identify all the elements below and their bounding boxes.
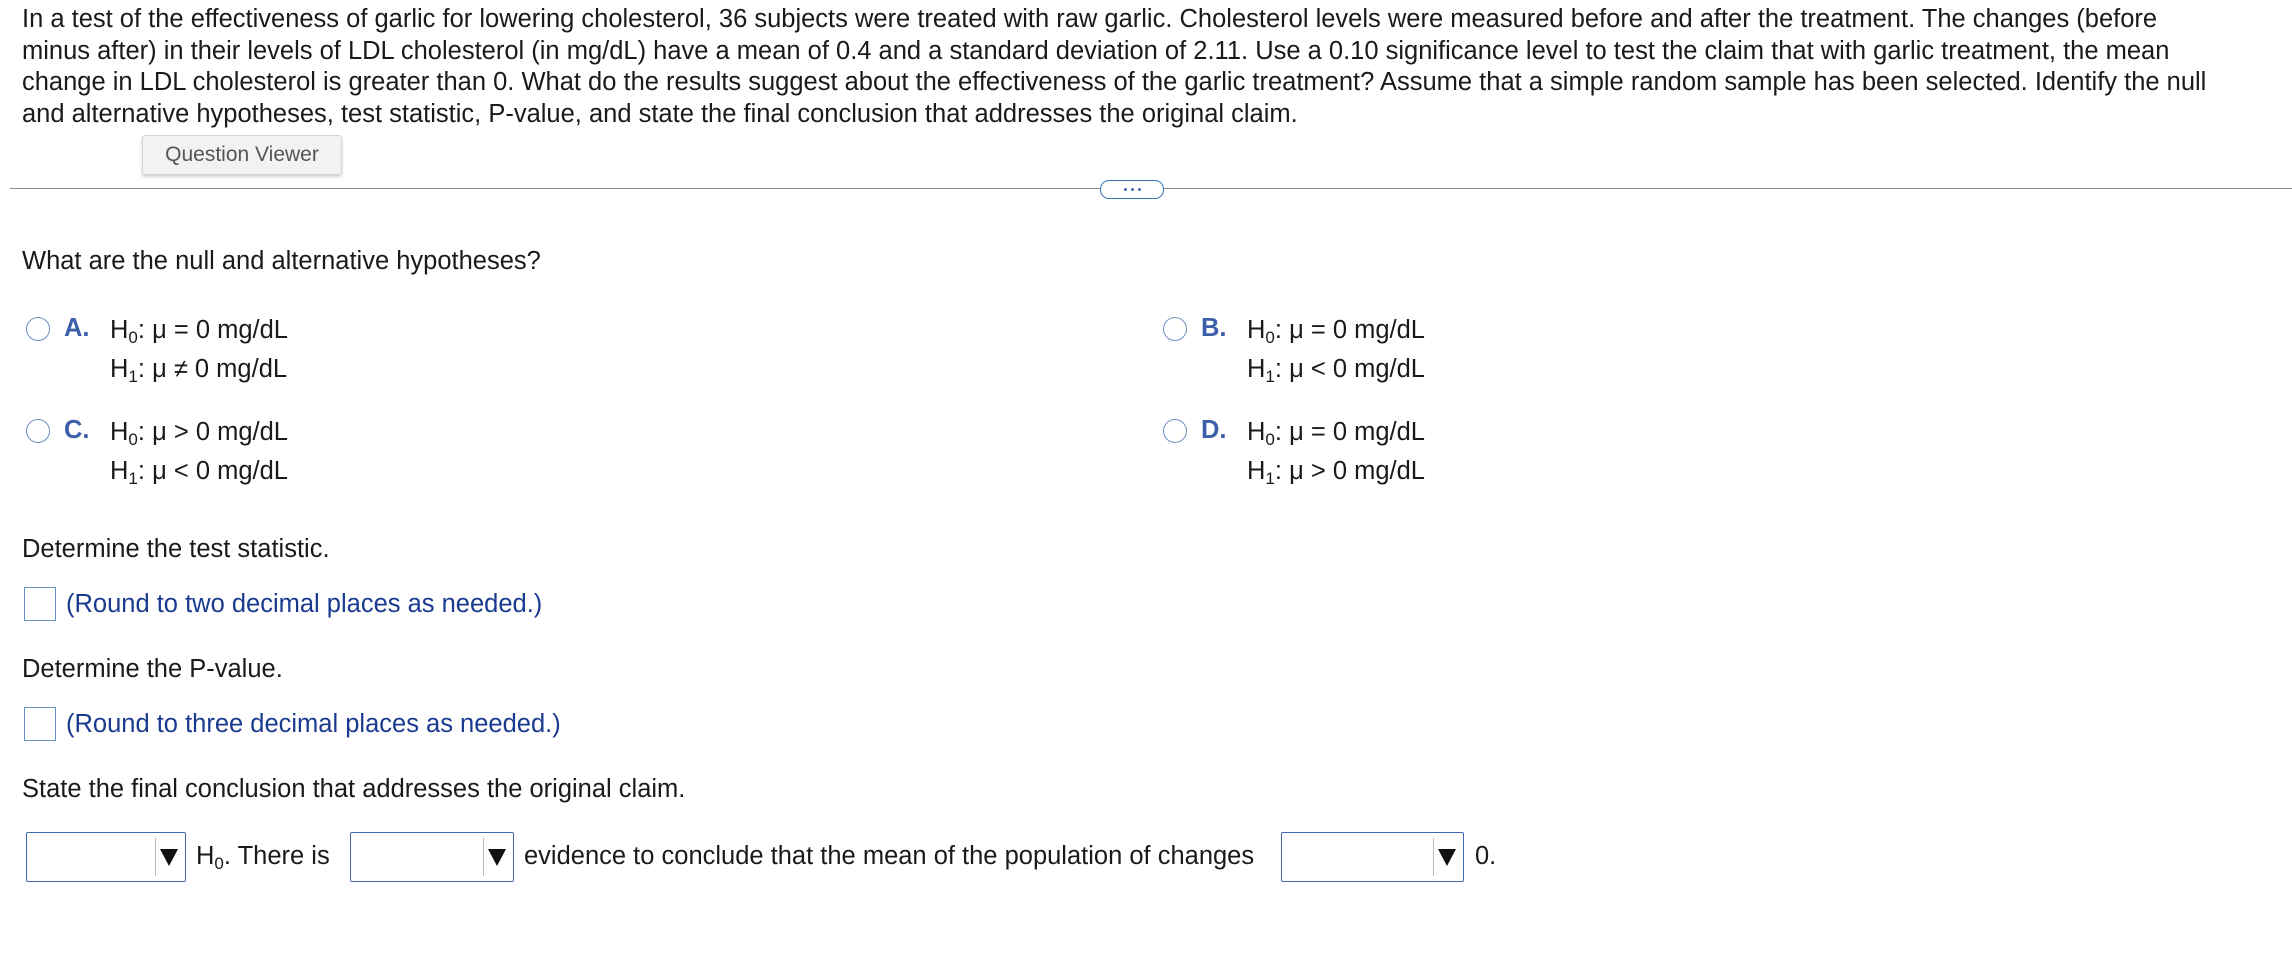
- h1-subscript: 1: [1265, 367, 1275, 386]
- h0-subscript: 0: [214, 854, 224, 873]
- option-d-h1: [1247, 452, 1425, 498]
- colon: :: [137, 457, 153, 485]
- h1-subscript: 1: [1265, 469, 1275, 488]
- h1-symbol: H: [1247, 355, 1266, 383]
- h0-symbol: H: [1247, 316, 1266, 344]
- ellipsis-icon[interactable]: [1100, 180, 1164, 199]
- option-d-radio[interactable]: [1163, 419, 1187, 443]
- option-c-radio[interactable]: [26, 419, 50, 443]
- h1-subscript: 1: [128, 367, 138, 386]
- test-statistic-prompt: Determine the test statistic.: [22, 535, 330, 563]
- colon: :: [1274, 418, 1290, 446]
- h0-subscript: 0: [1265, 430, 1275, 449]
- option-d-letter: D.: [1201, 416, 1227, 444]
- colon: :: [1274, 316, 1290, 344]
- colon: :: [137, 418, 153, 446]
- option-a-radio[interactable]: [26, 317, 50, 341]
- problem-line-3: change in LDL cholesterol is greater than 0. What do the results suggest about the effectiveness of the garlic treatment? Assume that a simple random sample has been selected. Identify the null: [22, 68, 2207, 96]
- h0-symbol: H: [110, 316, 129, 344]
- evidence-dropdown[interactable]: [350, 832, 514, 882]
- chevron-down-icon[interactable]: [483, 838, 510, 876]
- problem-line-1: In a test of the effectiveness of garlic for lowering cholesterol, 36 subjects were treated with raw garlic. Cholesterol levels were measured before and after the treatment. The changes (before: [22, 5, 2158, 33]
- h1-symbol: H: [1247, 457, 1266, 485]
- problem-line-4: and alternative hypotheses, test statistic, P-value, and state the final conclusion that addresses the original claim.: [22, 99, 1298, 128]
- p-value-prompt: Determine the P-value.: [22, 655, 283, 683]
- option-b-letter: B.: [1201, 314, 1227, 342]
- option-c-h1-relation: μ < 0 mg/dL: [152, 457, 288, 485]
- h0-subscript: 0: [1265, 328, 1275, 347]
- colon: :: [1274, 457, 1290, 485]
- h0-subscript: 0: [128, 430, 138, 449]
- p-value-input[interactable]: [24, 707, 56, 741]
- option-b-h0-relation: μ = 0 mg/dL: [1289, 316, 1425, 344]
- problem-statement: [22, 4, 2272, 130]
- option-a-letter: A.: [64, 314, 90, 342]
- option-c-letter: C.: [64, 416, 90, 444]
- p-value-hint: (Round to three decimal places as needed.): [66, 710, 561, 738]
- h0-symbol: H: [110, 418, 129, 446]
- h0-symbol: H: [1247, 418, 1266, 446]
- problem-line-2: minus after) in their levels of LDL cholesterol (in mg/dL) have a mean of 0.4 and a standard deviation of 2.11. Use a 0.10 significance level to test the claim that with garlic treatment, the mean: [22, 36, 2170, 65]
- chevron-down-icon[interactable]: [1433, 838, 1460, 876]
- colon: :: [137, 316, 153, 344]
- conclusion-h0: [196, 842, 330, 874]
- option-d-h0-relation: μ = 0 mg/dL: [1289, 418, 1425, 446]
- colon: :: [137, 355, 153, 383]
- h0-symbol: H: [196, 842, 215, 870]
- conclusion-prompt: State the final conclusion that addresses the original claim.: [22, 775, 686, 803]
- option-d-h1-relation: μ > 0 mg/dL: [1289, 457, 1425, 485]
- option-a-h0-relation: μ = 0 mg/dL: [152, 316, 288, 344]
- hypotheses-prompt: What are the null and alternative hypotheses?: [22, 247, 541, 275]
- option-b-h1: [1247, 350, 1425, 396]
- test-statistic-hint: (Round to two decimal places as needed.): [66, 590, 543, 618]
- option-b-radio[interactable]: [1163, 317, 1187, 341]
- option-b-h1-relation: μ < 0 mg/dL: [1289, 355, 1425, 383]
- h0-subscript: 0: [128, 328, 138, 347]
- comparison-dropdown[interactable]: [1281, 832, 1464, 882]
- option-a-h1: [110, 350, 287, 396]
- colon: :: [1274, 355, 1290, 383]
- option-a-h1-relation: μ ≠ 0 mg/dL: [152, 355, 288, 383]
- option-c-h0-relation: μ > 0 mg/dL: [152, 418, 288, 446]
- decision-dropdown[interactable]: [26, 832, 186, 882]
- conclusion-text-2: evidence to conclude that the mean of the population of changes: [524, 842, 1255, 870]
- h1-symbol: H: [110, 355, 129, 383]
- question-viewer-button[interactable]: Question Viewer: [142, 135, 342, 175]
- conclusion-text-1: . There is: [223, 842, 330, 870]
- conclusion-text-3: 0.: [1475, 842, 1497, 870]
- test-statistic-input[interactable]: [24, 587, 56, 621]
- h1-symbol: H: [110, 457, 129, 485]
- chevron-down-icon[interactable]: [155, 838, 182, 876]
- h1-subscript: 1: [128, 469, 138, 488]
- option-c-h1: [110, 452, 288, 498]
